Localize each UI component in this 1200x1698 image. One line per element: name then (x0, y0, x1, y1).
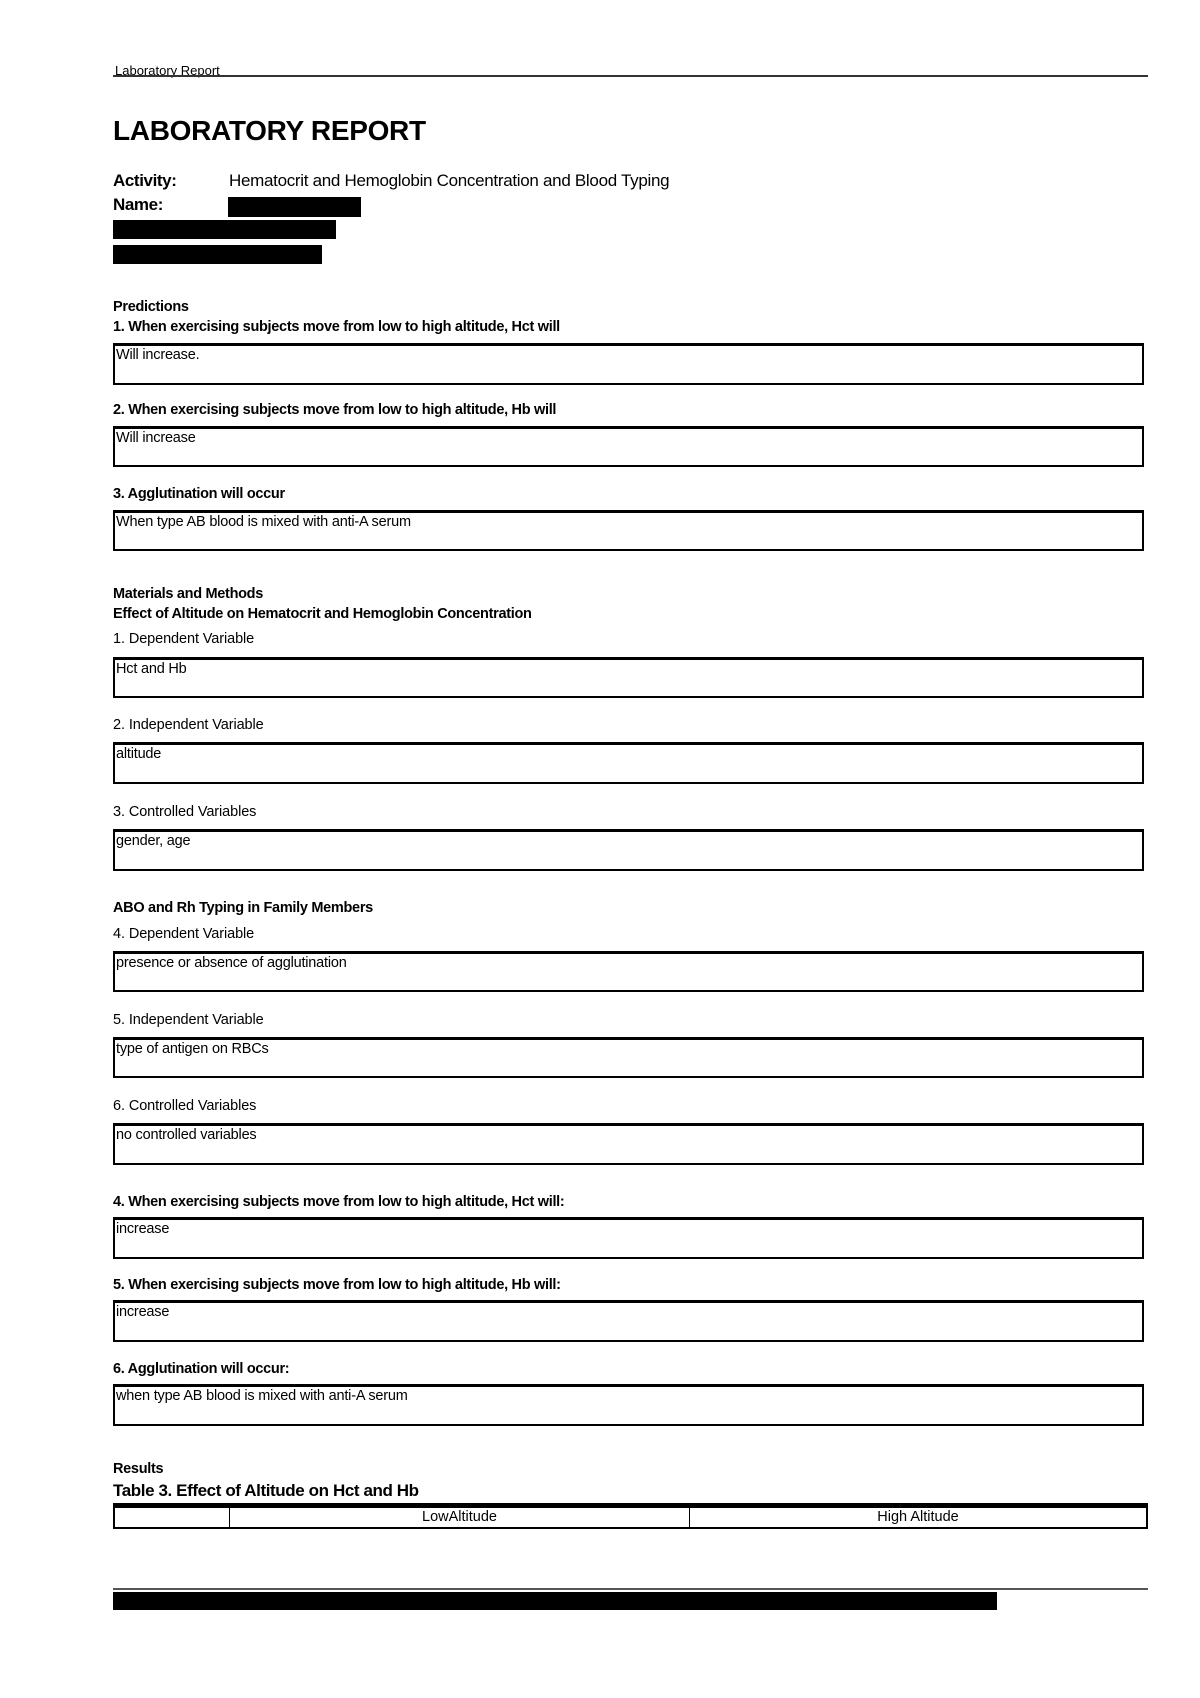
prediction-question-2: 2. When exercising subjects move from low to high altitude, Hb will (113, 402, 557, 418)
methods-answer-4[interactable]: increase (113, 1217, 1144, 1259)
redacted-line-1 (113, 220, 336, 239)
typing-label-5: 5. Independent Variable (113, 1012, 264, 1028)
typing-label-4: 4. Dependent Variable (113, 926, 255, 942)
header-divider (113, 75, 1148, 77)
name-label: Name: (113, 195, 163, 214)
predictions-heading: Predictions (113, 299, 189, 315)
altitude-answer-1[interactable]: Hct and Hb (113, 657, 1144, 698)
redacted-name (228, 197, 361, 217)
redacted-footer (113, 1592, 997, 1610)
page-title: LABORATORY REPORT (113, 115, 426, 146)
altitude-label-3: 3. Controlled Variables (113, 804, 257, 820)
prediction-answer-3[interactable]: When type AB blood is mixed with anti-A serum (113, 510, 1144, 551)
typing-answer-6[interactable]: no controlled variables (113, 1123, 1144, 1165)
typing-answer-4[interactable]: presence or absence of agglutination (113, 951, 1144, 992)
activity-value: Hematocrit and Hemoglobin Concentration and Blood Typing (229, 171, 670, 190)
table-title: Table 3. Effect of Altitude on Hct and Hb (113, 1481, 419, 1500)
table-header-cell-blank (115, 1508, 230, 1527)
typing-heading: ABO and Rh Typing in Family Members (113, 900, 373, 916)
prediction-question-3: 3. Agglutination will occur (113, 486, 285, 502)
table-header-high-altitude: High Altitude (877, 1509, 959, 1525)
altitude-answer-3[interactable]: gender, age (113, 829, 1144, 871)
altitude-heading: Effect of Altitude on Hematocrit and Hemoglobin Concentration (113, 606, 532, 622)
prediction-answer-2[interactable]: Will increase (113, 426, 1144, 467)
altitude-answer-2[interactable]: altitude (113, 742, 1144, 784)
running-header: Laboratory Report (115, 63, 220, 78)
prediction-answer-1[interactable]: Will increase. (113, 343, 1144, 385)
results-table-header (113, 1503, 1148, 1529)
redacted-line-2 (113, 245, 322, 264)
methods-answer-6[interactable]: when type AB blood is mixed with anti-A serum (113, 1384, 1144, 1426)
footer-divider (113, 1588, 1148, 1590)
altitude-label-2: 2. Independent Variable (113, 717, 264, 733)
typing-label-6: 6. Controlled Variables (113, 1098, 257, 1114)
results-heading: Results (113, 1461, 164, 1477)
methods-question-4: 4. When exercising subjects move from low to high altitude, Hct will: (113, 1194, 565, 1210)
methods-question-6: 6. Agglutination will occur: (113, 1361, 290, 1377)
typing-answer-5[interactable]: type of antigen on RBCs (113, 1037, 1144, 1078)
methods-heading: Materials and Methods (113, 586, 264, 602)
methods-question-5: 5. When exercising subjects move from low to high altitude, Hb will: (113, 1277, 561, 1293)
table-header-low-altitude: LowAltitude (230, 1508, 690, 1527)
prediction-question-1: 1. When exercising subjects move from low to high altitude, Hct will (113, 319, 560, 335)
methods-answer-5[interactable]: increase (113, 1300, 1144, 1342)
altitude-label-1: 1. Dependent Variable (113, 631, 255, 647)
activity-label: Activity: (113, 171, 177, 190)
